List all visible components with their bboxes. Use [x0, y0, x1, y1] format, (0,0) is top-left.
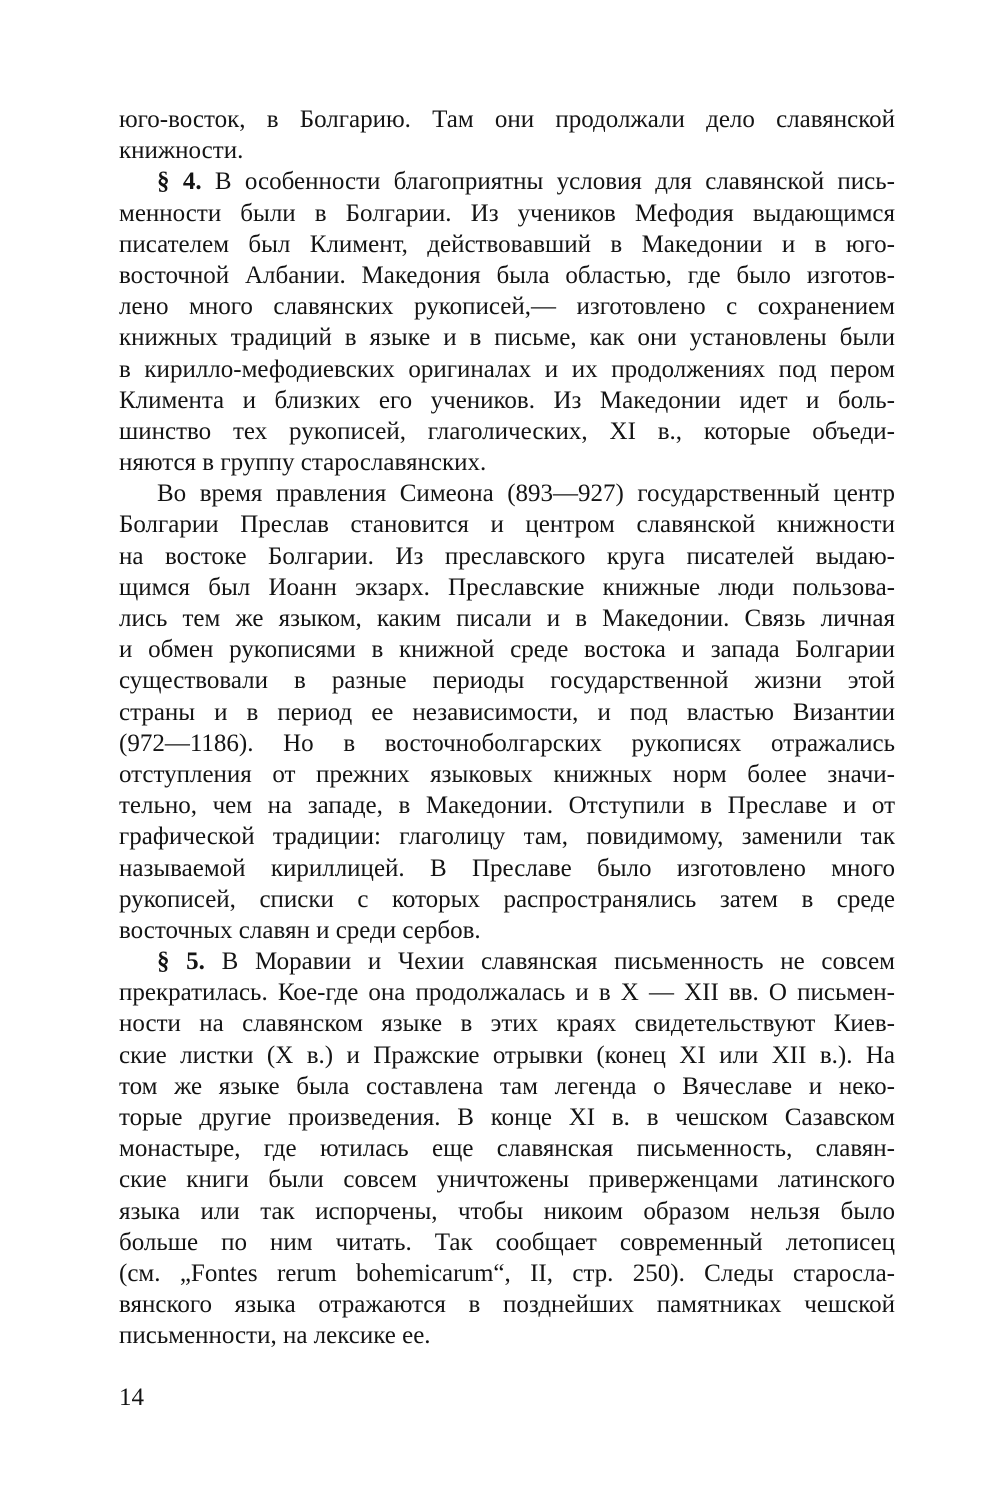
line-text: шинство тех рукописей, глаголических, XI в., которые объеди-: [119, 417, 895, 445]
text-line: [119, 1102, 895, 1133]
line-text: торые другие произведения. В конце XI в. в чешском Сазавском: [119, 1104, 895, 1131]
text-line: [119, 385, 895, 416]
line-text: больше по ним читать. Так сообщает современный летописец: [119, 1228, 895, 1256]
text-line: [119, 634, 895, 665]
text-line: [119, 1164, 895, 1195]
section-number: § 4.: [157, 168, 202, 196]
text-line: [119, 229, 895, 260]
text-line: [119, 884, 895, 915]
line-text: называемой кириллицей. В Преславе было изготовлено много: [119, 854, 895, 882]
text-line: [119, 1196, 895, 1227]
line-text: том же языке была составлена там легенда о Вячеславе и неко-: [119, 1072, 895, 1100]
text-line: [119, 260, 895, 291]
line-text: языка или так испорчены, чтобы никоим образом нельзя было: [119, 1197, 895, 1225]
text-line: [119, 104, 895, 135]
line-text: вянского языка отражаются в позднейших памятниках чешской: [119, 1291, 895, 1319]
line-text: Во время правления Симеона (893—927) государственный центр: [157, 480, 895, 508]
section-number: § 5.: [157, 948, 205, 976]
text-line: [119, 603, 895, 634]
line-text: существовали в разные периоды государственной жизни этой: [119, 667, 895, 695]
text-line: [119, 665, 895, 696]
line-text: менности были в Болгарии. Из учеников Мефодия выдающимся: [119, 199, 895, 227]
line-text: лено много славянских рукописей,— изготовлено с сохранением: [119, 293, 895, 321]
line-text: тельно, чем на западе, в Македонии. Отступили в Преславе и от: [119, 792, 895, 820]
text-line: [119, 977, 895, 1008]
text-line: [119, 1258, 895, 1289]
line-text: Климента и близких его учеников. Из Македонии идет и боль-: [119, 386, 895, 414]
line-text: в кирилло-мефодиевских оригиналах и их продолжениях под пером: [119, 355, 895, 383]
text-line: [119, 166, 895, 197]
line-text: на востоке Болгарии. Из преславского круга писателей выдаю-: [119, 542, 895, 570]
line-text: писателем был Климент, действовавший в Македонии и в юго-: [119, 230, 895, 258]
text-line: [119, 728, 895, 759]
line-text: восточной Албании. Македония была областью, где было изготов-: [119, 261, 895, 289]
page-number: 14: [119, 1384, 144, 1411]
line-text: рукописей, списки с которых распространялись затем в среде: [119, 885, 895, 913]
line-text: ности на славянском языке в этих краях свидетельствуют Киев-: [119, 1010, 895, 1038]
text-line: [119, 541, 895, 572]
text-line: [119, 322, 895, 353]
text-line: [119, 1227, 895, 1258]
text-line: [119, 853, 895, 884]
line-text: (см. „Fontes rerum bohemicarum“, II, стр. 250). Следы старосла-: [119, 1259, 895, 1287]
line-text: монастыре, где ютилась еще славянская письменность, славян-: [119, 1135, 895, 1163]
line-text: В особенности благоприятны условия для славянской пись-: [201, 168, 895, 196]
text-line: [119, 1320, 895, 1351]
line-text: прекратилась. Кое-где она продолжалась и в X — XII вв. О письмен-: [119, 979, 895, 1007]
line-text: ские книги были совсем уничтожены приверженцами латинского: [119, 1166, 895, 1194]
line-text: Болгарии Преслав становится и центром славянской книжности: [119, 511, 895, 539]
text-line: [119, 1040, 895, 1071]
body-text: [119, 104, 895, 1352]
line-text: (972—1186). Но в восточноболгарских рукописях отражались: [119, 729, 895, 757]
line-text: щимся был Иоанн экзарх. Преславские книжные люди пользова-: [119, 573, 895, 601]
text-line: [119, 291, 895, 322]
line-text: восточных славян и среди сербов.: [119, 916, 481, 944]
text-line: [119, 198, 895, 229]
text-line: [119, 1133, 895, 1164]
line-text: графической традиции: глаголицу там, повидимому, заменили так: [119, 823, 895, 851]
line-text: отступления от прежних языковых книжных норм более значи-: [119, 760, 895, 788]
text-line: [119, 135, 895, 166]
text-line: [119, 946, 895, 977]
text-line: [119, 1008, 895, 1039]
text-line: [119, 478, 895, 509]
line-text: книжности.: [119, 137, 244, 165]
line-text: няются в группу старославянских.: [119, 449, 487, 477]
line-text: ские листки (X в.) и Пражские отрывки (конец XI или XII в.). На: [119, 1041, 895, 1069]
text-line: [119, 790, 895, 821]
text-line: [119, 354, 895, 385]
line-text: страны и в период ее независимости, и под властью Византии: [119, 698, 895, 726]
line-text: лись тем же языком, каким писали и в Македонии. Связь личная: [119, 605, 895, 632]
text-line: [119, 821, 895, 852]
text-line: [119, 572, 895, 603]
line-text: В Моравии и Чехии славянская письменность не совсем: [204, 948, 896, 976]
text-line: [119, 1071, 895, 1102]
text-line: [119, 447, 895, 478]
text-line: [119, 759, 895, 790]
text-line: [119, 416, 895, 447]
text-line: [119, 1289, 895, 1320]
line-text: и обмен рукописями в книжной среде востока и запада Болгарии: [119, 636, 895, 664]
line-text: юго-восток, в Болгарию. Там они продолжали дело славянской: [119, 106, 895, 133]
line-text: письменности, на лексике ее.: [119, 1322, 431, 1350]
text-line: [119, 697, 895, 728]
line-text: книжных традиций в языке и в письме, как они установлены были: [119, 324, 895, 352]
text-line: [119, 509, 895, 540]
text-line: [119, 915, 895, 946]
